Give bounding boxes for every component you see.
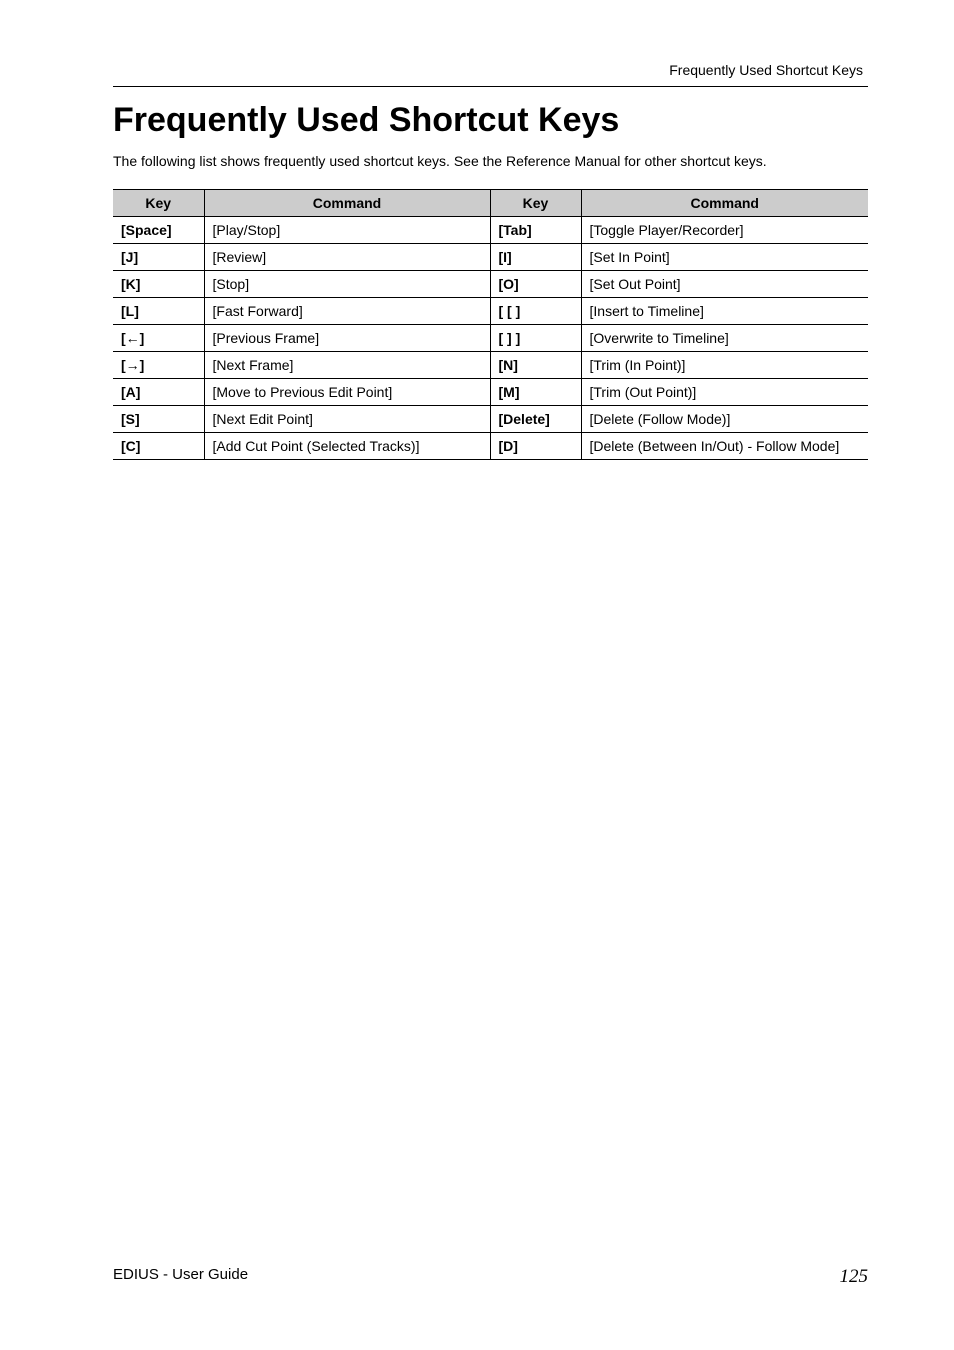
column-header-command: Command bbox=[204, 190, 490, 217]
key-cell: [J] bbox=[113, 244, 204, 271]
key-cell: [ ] ] bbox=[490, 325, 581, 352]
command-cell: [Trim (Out Point)] bbox=[581, 379, 868, 406]
table-row bbox=[113, 352, 868, 379]
command-cell: [Toggle Player/Recorder] bbox=[581, 217, 868, 244]
table-row bbox=[113, 406, 868, 433]
command-cell: [Next Edit Point] bbox=[204, 406, 490, 433]
key-cell: [Space] bbox=[113, 217, 204, 244]
column-header-key: Key bbox=[490, 190, 581, 217]
command-cell: [Trim (In Point)] bbox=[581, 352, 868, 379]
key-cell: [S] bbox=[113, 406, 204, 433]
shortcut-table bbox=[113, 189, 868, 460]
key-cell: [K] bbox=[113, 271, 204, 298]
table-row bbox=[113, 298, 868, 325]
command-cell: [Insert to Timeline] bbox=[581, 298, 868, 325]
command-cell: [Set In Point] bbox=[581, 244, 868, 271]
header-rule bbox=[113, 86, 868, 87]
running-header: Frequently Used Shortcut Keys bbox=[669, 62, 863, 78]
key-cell: [O] bbox=[490, 271, 581, 298]
key-cell: [Tab] bbox=[490, 217, 581, 244]
intro-paragraph: The following list shows frequently used shortcut keys. See the Reference Manual for other shortcut keys. bbox=[113, 153, 767, 169]
key-cell: [L] bbox=[113, 298, 204, 325]
key-cell: [M] bbox=[490, 379, 581, 406]
command-cell: [Delete (Follow Mode)] bbox=[581, 406, 868, 433]
key-cell: [→] bbox=[113, 352, 204, 379]
table-row bbox=[113, 433, 868, 460]
key-cell: [ [ ] bbox=[490, 298, 581, 325]
command-cell: [Play/Stop] bbox=[204, 217, 490, 244]
command-cell: [Delete (Between In/Out) - Follow Mode] bbox=[581, 433, 868, 460]
command-cell: [Next Frame] bbox=[204, 352, 490, 379]
command-cell: [Fast Forward] bbox=[204, 298, 490, 325]
page-title: Frequently Used Shortcut Keys bbox=[113, 101, 620, 139]
command-cell: [Set Out Point] bbox=[581, 271, 868, 298]
column-header-command: Command bbox=[581, 190, 868, 217]
command-cell: [Move to Previous Edit Point] bbox=[204, 379, 490, 406]
column-header-key: Key bbox=[113, 190, 204, 217]
key-cell: [C] bbox=[113, 433, 204, 460]
table-row bbox=[113, 325, 868, 352]
table-row bbox=[113, 271, 868, 298]
command-cell: [Review] bbox=[204, 244, 490, 271]
command-cell: [Overwrite to Timeline] bbox=[581, 325, 868, 352]
key-cell: [Delete] bbox=[490, 406, 581, 433]
key-cell: [←] bbox=[113, 325, 204, 352]
key-cell: [N] bbox=[490, 352, 581, 379]
key-cell: [D] bbox=[490, 433, 581, 460]
command-cell: [Stop] bbox=[204, 271, 490, 298]
command-cell: [Add Cut Point (Selected Tracks)] bbox=[204, 433, 490, 460]
footer-guide-name: EDIUS - User Guide bbox=[113, 1266, 249, 1283]
page-number: 125 bbox=[839, 1266, 868, 1287]
key-cell: [A] bbox=[113, 379, 204, 406]
command-cell: [Previous Frame] bbox=[204, 325, 490, 352]
table-row bbox=[113, 244, 868, 271]
table-row bbox=[113, 379, 868, 406]
table-header-row bbox=[113, 190, 868, 217]
key-cell: [I] bbox=[490, 244, 581, 271]
table-row bbox=[113, 217, 868, 244]
